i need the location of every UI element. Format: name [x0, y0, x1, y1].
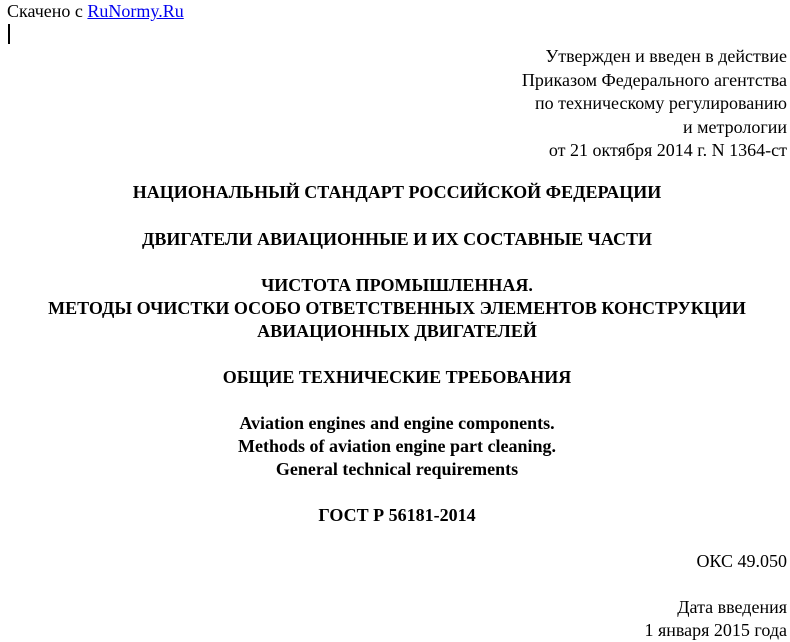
- approval-line: Приказом Федерального агентства: [521, 69, 787, 90]
- title-english-line: Aviation engines and engine components.: [239, 413, 555, 433]
- approval-line: от 21 октября 2014 г. N 1364-ст: [548, 140, 787, 160]
- source-link[interactable]: RuNormy.Ru: [87, 1, 184, 21]
- title-group-heading: ДВИГАТЕЛИ АВИАЦИОННЫЕ И ИХ СОСТАВНЫЕ ЧАСТИ: [141, 229, 652, 249]
- title-subtitle-heading: ОБЩИЕ ТЕХНИЧЕСКИЕ ТРЕБОВАНИЯ: [222, 367, 572, 387]
- title-main-line: АВИАЦИОННЫХ ДВИГАТЕЛЕЙ: [257, 321, 537, 341]
- title-english: [0, 412, 790, 481]
- intro-date-label: Дата введения: [677, 597, 787, 617]
- title-main-heading: [0, 274, 790, 343]
- oks-code: ОКС 49.050: [696, 551, 787, 571]
- text-cursor: [8, 24, 10, 44]
- title-english-line: Methods of aviation engine part cleaning.: [238, 436, 556, 456]
- standard-designation: ГОСТ Р 56181-2014: [318, 505, 476, 525]
- source-line: [7, 0, 184, 22]
- approval-block: [522, 45, 787, 163]
- title-english-line: General technical requirements: [275, 459, 519, 479]
- approval-line: по техническому регулированию: [534, 93, 787, 113]
- source-prefix: Скачено с: [7, 1, 83, 21]
- approval-line: и метрологии: [683, 116, 787, 137]
- title-main-line: ЧИСТОТА ПРОМЫШЛЕННАЯ.: [261, 275, 533, 295]
- title-main-line: МЕТОДЫ ОЧИСТКИ ОСОБО ОТВЕТСТВЕННЫХ ЭЛЕМЕНТОВ КОНСТРУКЦИИ: [48, 298, 746, 318]
- approval-line: Утвержден и введен в действие: [545, 46, 787, 66]
- intro-date-value: 1 января 2015 года: [644, 620, 787, 640]
- standard-type-heading: НАЦИОНАЛЬНЫЙ СТАНДАРТ РОССИЙСКОЙ ФЕДЕРАЦИИ: [132, 182, 662, 202]
